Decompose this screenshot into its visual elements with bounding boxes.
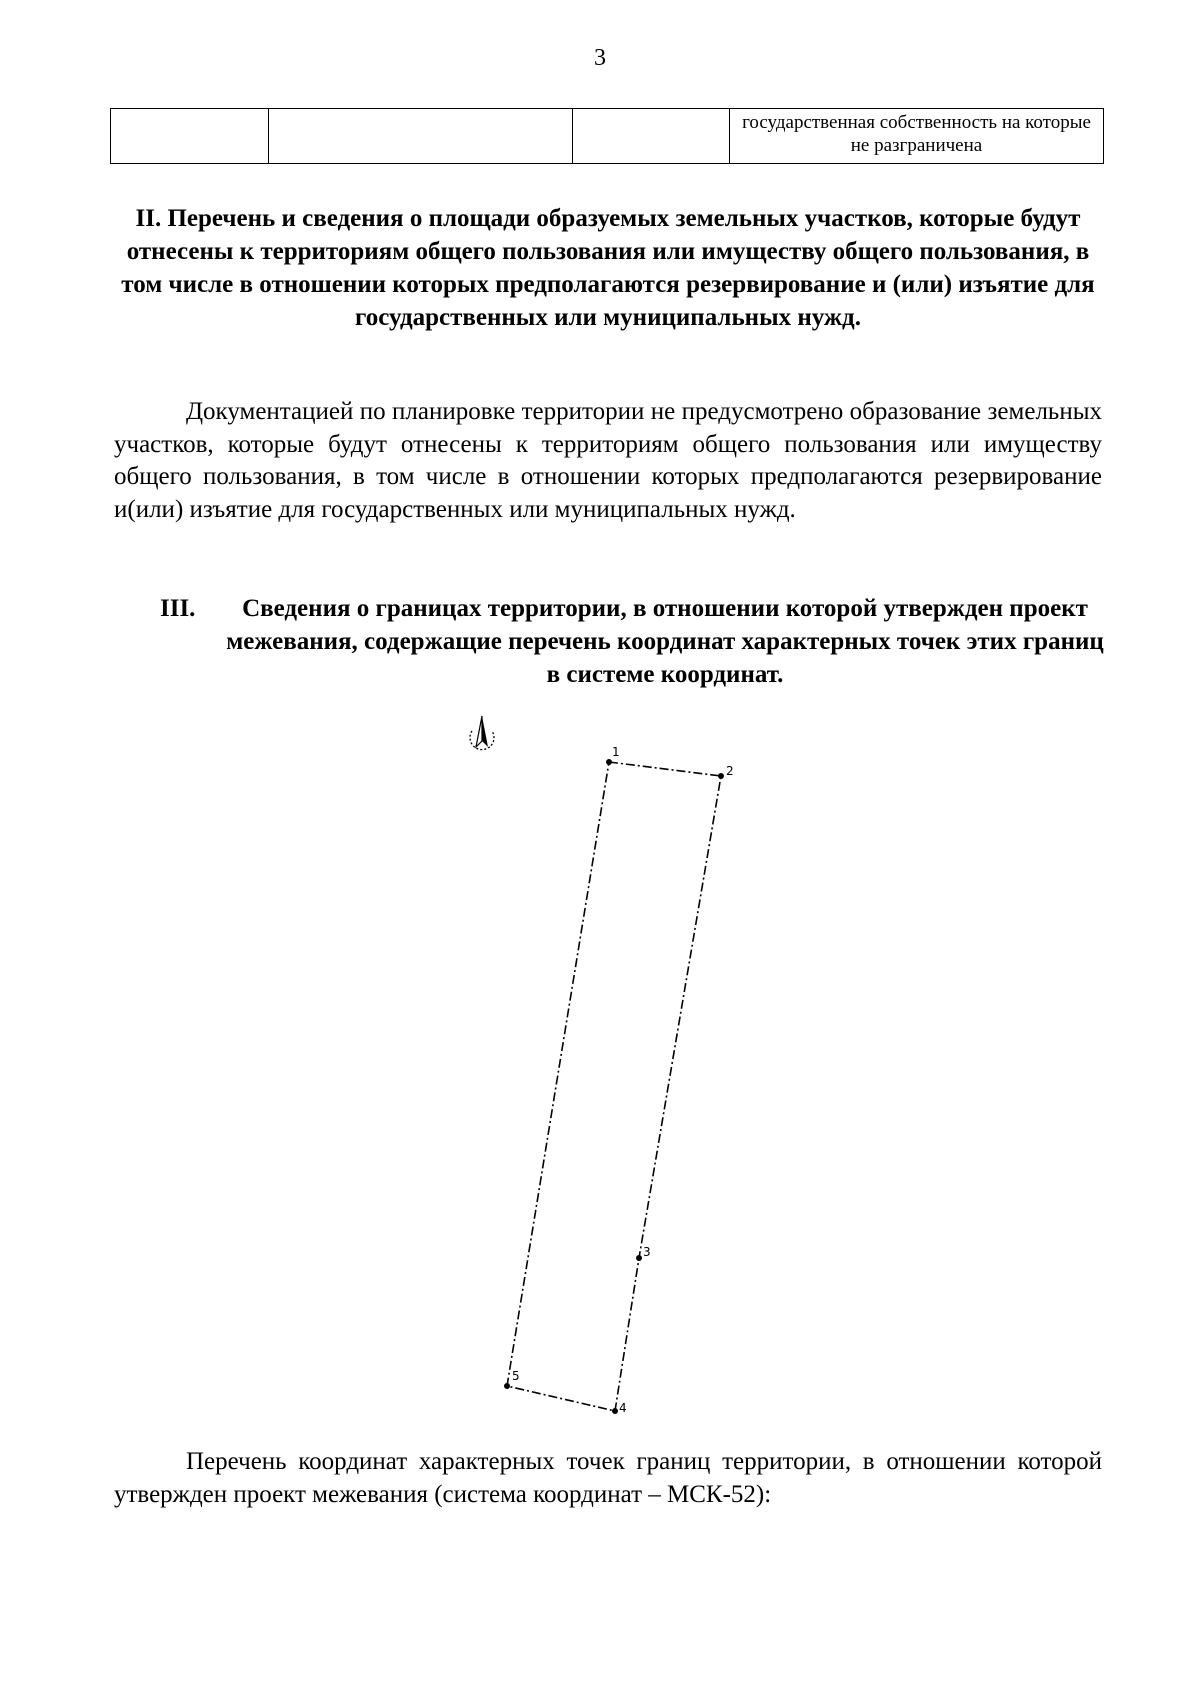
- vertex-2: [718, 764, 734, 779]
- section-3-heading: [110, 592, 1106, 691]
- table-cell: государственная собственность на которые не разграничена: [730, 109, 1104, 164]
- section-2-heading: II. Перечень и сведения о площади образуемых земельных участков, которые будут отнесены к территориям общего пользования или имуществу общего пользования, в том числе в отношении которых предполагаются резервирование и (или) изъятие для государственных или муниципальных нужд.: [121, 205, 1095, 331]
- vertex-label: 4: [619, 1401, 627, 1415]
- table-cell: [573, 109, 730, 164]
- section-3-title: Сведения о границах территории, в отношении которой утвержден проект межевания, содержащие перечень координат характерных точек этих границ в системе координат.: [226, 595, 1104, 688]
- section-3-number: III.: [160, 595, 196, 622]
- table-cell: [111, 109, 269, 164]
- vertex-4: [612, 1401, 627, 1415]
- boundary-polygon: [507, 762, 721, 1411]
- vertex-label: 2: [726, 764, 734, 778]
- paragraph-no-common-land: Документацией по планировке территории не предусмотрено образование земельных участков, которые будут отнесены к территориям общего пользования или имуществу общего пользования, в том числе в отношении которых предполагаются резервирование и(или) изъятие для государственных или муниципальных нужд.: [114, 398, 1102, 523]
- table-row: [111, 109, 1104, 164]
- vertex-5: [504, 1369, 520, 1389]
- top-table: [110, 108, 1104, 164]
- vertex-3: [636, 1245, 651, 1261]
- page-number: 3: [594, 45, 606, 71]
- north-arrow-icon: [470, 716, 494, 750]
- vertex-label: 5: [512, 1369, 520, 1383]
- vertex-label: 1: [612, 745, 620, 759]
- vertex-label: 3: [643, 1245, 651, 1259]
- paragraph-coordinates-intro: Перечень координат характерных точек границ территории, в отношении которой утвержден проект межевания (система координат – МСК-52):: [114, 1448, 1102, 1508]
- table-cell: [269, 109, 573, 164]
- vertex-1: [606, 745, 620, 765]
